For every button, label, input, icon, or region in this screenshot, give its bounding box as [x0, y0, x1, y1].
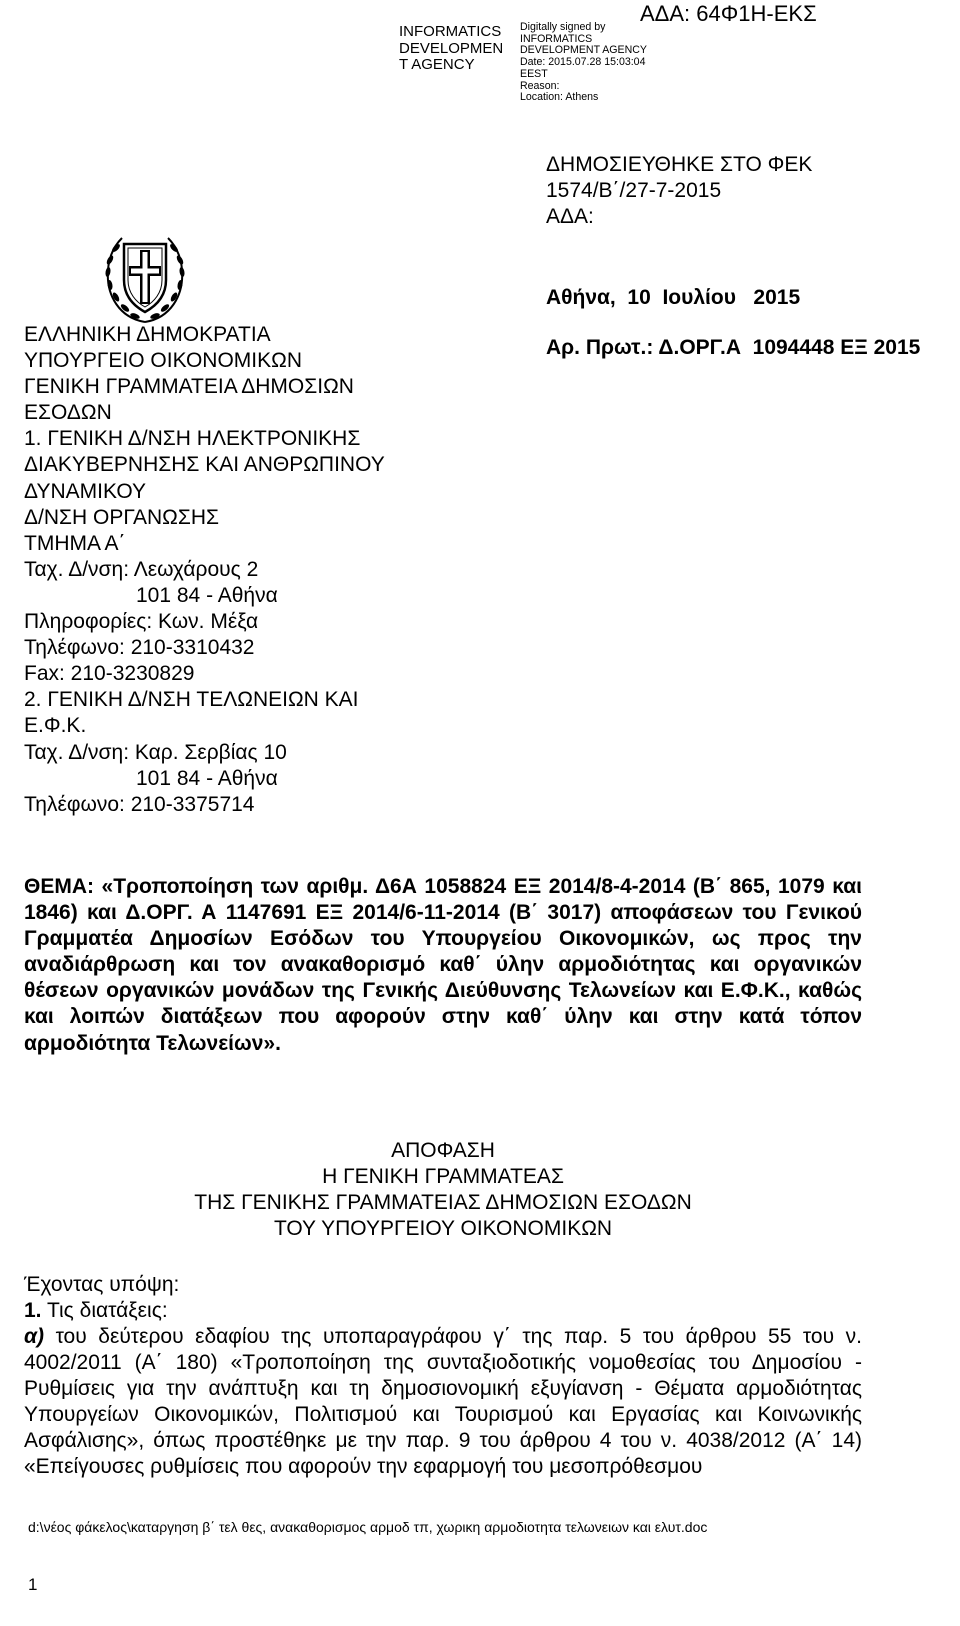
sender-line: 101 84 - Αθήνα [136, 766, 278, 790]
sender-line: Ταχ. Δ/νση: Λεωχάρους 2 [24, 557, 259, 581]
item-1-number: 1. [24, 1299, 42, 1322]
sender-line: 101 84 - Αθήνα [136, 583, 278, 607]
sender-line: Πληροφορίες: Κων. Μέξα [24, 610, 259, 634]
sender-line: ΔΙΑΚΥΒΕΡΝΗΣΗΣ ΚΑΙ ΑΝΘΡΩΠΙΝΟΥ [24, 453, 385, 477]
signature-name-line: DEVELOPMEN [399, 39, 504, 57]
signature-name-line: T AGENCY [399, 56, 475, 73]
greek-coat-of-arms-icon [100, 230, 190, 328]
sender-line: Ταχ. Δ/νση: Καρ. Σερβίας 10 [24, 740, 287, 764]
decision-title-line: Η ΓΕΝΙΚΗ ΓΡΑΜΜΑΤΕΑΣ [322, 1165, 564, 1188]
signature-detail-line: Digitally signed by [520, 21, 606, 33]
signature-name-line: INFORMATICS [399, 23, 502, 40]
publication-block [546, 152, 812, 230]
sender-line: ΤΜΗΜΑ Α΄ [24, 531, 126, 555]
date-protocol-block [546, 285, 920, 361]
document-subject: ΘΕΜΑ: «Τροποποίηση των αριθμ. Δ6Α 1058824 ΕΞ 2014/8-4-2014 (Β΄ 865, 1079 και 1846) και Δ.ΟΡΓ. Α 1147691 ΕΞ 2014/6-11-2014 (Β΄ 3017) αποφάσεων του Γενικού Γραμματέα Δημοσίων Εσόδων του Υπουργείου Οικονομικών, ως προς την αναδιάρθρωση και τον ανακαθορισμό καθ΄ ύλην αρμοδιότητας και οργανικών θέσεων οργανικών μονάδων της Γενικής Διεύθυνσης Τελωνείων και Ε.Φ.Κ., καθώς και λοιπών διατάξεων που αφορούν στην καθ΄ ύλην και στην κατά τόπον αρμοδιότητα Τελωνείων». [24, 875, 862, 1055]
decision-title-line: ΤΟΥ ΥΠΟΥΡΓΕΙΟΥ ΟΙΚΟΝΟΜΙΚΩΝ [273, 1217, 613, 1240]
decision-title [24, 1138, 862, 1242]
signature-detail-line: Date: 2015.07.28 15:03:04 [520, 56, 646, 69]
publication-line: 1574/Β΄/27-7-2015 [546, 179, 722, 202]
publication-line: ΑΔΑ: [546, 205, 594, 228]
item-1-text: Τις διατάξεις: [41, 1299, 168, 1322]
sender-block [24, 322, 524, 818]
signature-detail-line: Location: Athens [520, 91, 599, 104]
signature-detail-line: EEST [520, 67, 548, 80]
sender-line: ΕΛΛΗΝΙΚΗ ΔΗΜΟΚΡΑΤΙΑ [24, 323, 271, 346]
signature-detail-line: DEVELOPMENT AGENCY [520, 44, 647, 57]
sub-item-a [24, 1324, 862, 1480]
sender-line: Fax: 210-3230829 [24, 662, 195, 686]
signature-detail-line: INFORMATICS [520, 32, 593, 45]
signature-detail-line: Reason: [520, 79, 560, 92]
digital-signature-details [520, 22, 650, 104]
sender-line: ΥΠΟΥΡΓΕΙΟ ΟΙΚΟΝΟΜΙΚΩΝ [24, 349, 302, 373]
sender-line: ΕΣΟΔΩΝ [24, 401, 112, 425]
sub-item-a-text: του δεύτερου εδαφίου της υποπαραγράφου γ΄ της παρ. 5 του άρθρου 55 του ν. 4002/2011 (Α΄ 180) «Τροποποίηση της συνταξιοδοτικής νομοθεσίας του Δημοσίου - Ρυθμίσεις για την ανάπτυξη και τη δημοσιονομική εξυγίανση - Θέματα αρμοδιότητας Υπουργείων Οικονομικών, Πολιτισμού και Τουρισμού και Εργασίας και Κοινωνικής Ασφάλισης», όπως προστέθηκε με την παρ. 9 του άρθρου 4 του ν. 4038/2012 (Α΄ 14) «Επείγουσες ρυθμίσεις που αφορούν την εφαρμογή του μεσοπρόθεσμου [24, 1325, 862, 1478]
sender-line: ΔΥΝΑΜΙΚΟΥ [24, 479, 147, 503]
sub-item-a-label: α) [24, 1325, 45, 1348]
ada-header: ΑΔΑ: 64Φ1Η-ΕΚΣ [640, 1, 817, 26]
sender-line: ΓΕΝΙΚΗ ΓΡΑΜΜΑΤΕΙΑ ΔΗΜΟΣΙΩΝ [24, 375, 354, 399]
sender-line: 2. ΓΕΝΙΚΗ Δ/ΝΣΗ ΤΕΛΩΝΕΙΩΝ ΚΑΙ [24, 688, 359, 712]
page-number: 1 [28, 1575, 38, 1594]
decision-title-line: ΑΠΟΦΑΣΗ [391, 1139, 495, 1162]
sender-line: Τηλέφωνο: 210-3310432 [24, 636, 255, 660]
footer-file-path: d:\νέος φάκελος\καταργηση β΄ τελ θες, ανακαθορισμος αρμοδ τπ, χωρικη αρμοδιοτητα τελωνειων και ελυτ.doc [28, 1519, 708, 1535]
protocol-number: Αρ. Πρωτ.: Δ.ΟΡΓ.Α 1094448 ΕΞ 2015 [546, 336, 921, 359]
digital-signature-name [399, 24, 517, 74]
sender-line: Ε.Φ.Κ. [24, 714, 87, 738]
sender-line: Δ/ΝΣΗ ΟΡΓΑΝΩΣΗΣ [24, 505, 219, 529]
decision-title-line: ΤΗΣ ΓΕΝΙΚΗΣ ΓΡΑΜΜΑΤΕΙΑΣ ΔΗΜΟΣΙΩΝ ΕΣΟΔΩΝ [194, 1191, 692, 1214]
publication-line: ΔΗΜΟΣΙΕΥΘΗΚΕ ΣΤΟ ΦΕΚ [546, 153, 813, 176]
item-1 [24, 1298, 862, 1324]
document-date: Αθήνα, 10 Ιουλίου 2015 [546, 286, 801, 309]
considering-heading: Έχοντας υπόψη: [24, 1273, 180, 1296]
document-body [24, 1272, 862, 1480]
sender-line: Τηλέφωνο: 210-3375714 [24, 792, 255, 816]
sender-line: 1. ΓΕΝΙΚΗ Δ/ΝΣΗ ΗΛΕΚΤΡΟΝΙΚΗΣ [24, 427, 361, 451]
